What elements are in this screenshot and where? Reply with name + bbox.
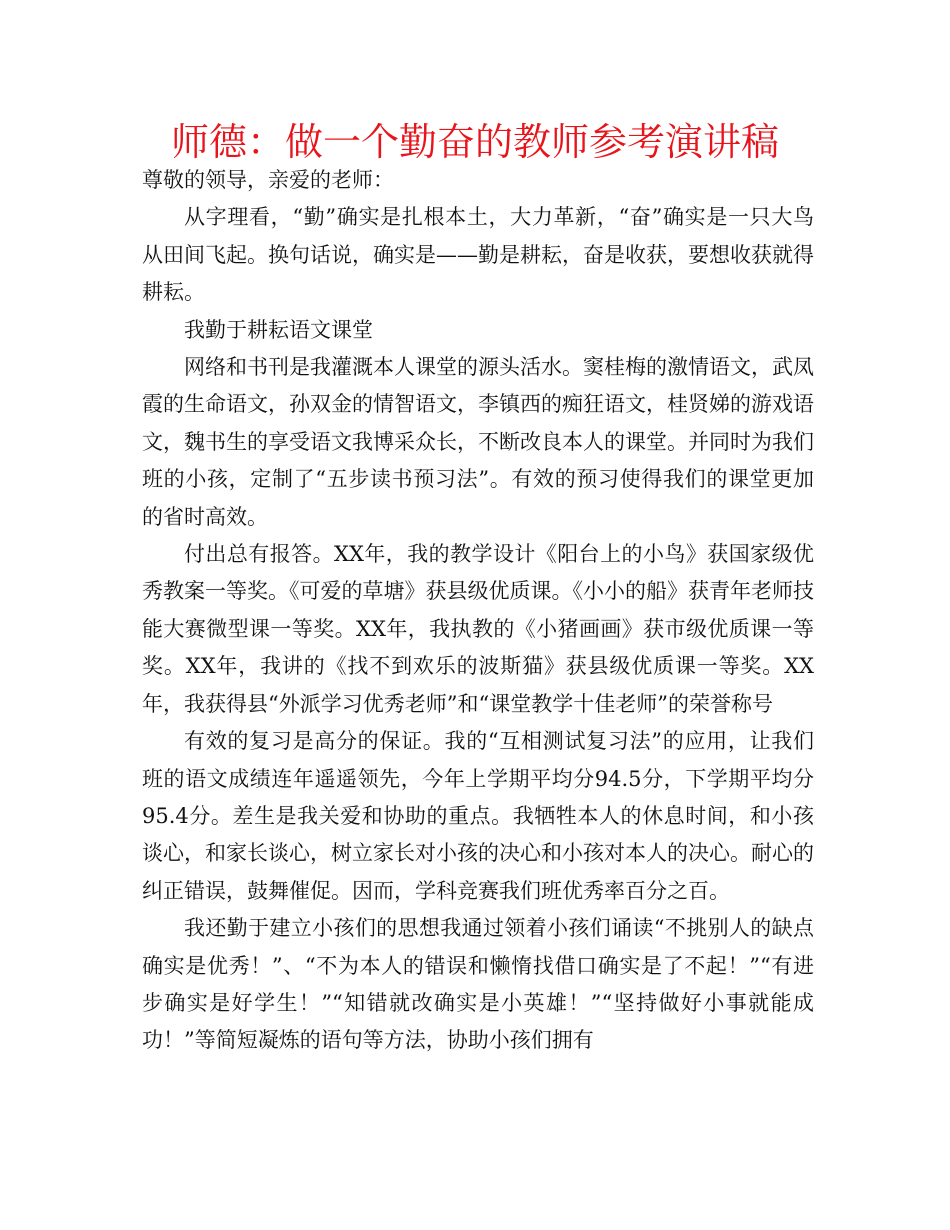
body-paragraph: 我还勤于建立小孩们的思想我通过领着小孩们诵读“不挑别人的缺点确实是优秀！”、“不为本人的错误和懒惰找借口确实是了不起！”“有进步确实是好学生！”“知错就改确实是小英雄！”“坚持做好小事就能成功！”等简短凝炼的语句等方法，协助小孩们拥有 — [142, 916, 814, 1053]
document-body — [142, 162, 814, 1060]
body-paragraph: 网络和书刊是我灌溉本人课堂的源头活水。窦桂梅的激情语文，武凤霞的生命语文，孙双金的情智语文，李镇西的痴狂语文，桂贤娣的游戏语文，魏书生的享受语文我博采众长，不断改良本人的课堂。并同时为我们班的小孩，定制了“五步读书预习法”。有效的预习使得我们的课堂更加的省时高效。 — [142, 355, 814, 529]
document-title: 师德：做一个勤奋的教师参考演讲稿 — [170, 120, 779, 164]
salutation-paragraph: 尊敬的领导，亲爱的老师： — [142, 168, 394, 192]
body-paragraph: 有效的复习是高分的保证。我的“互相测试复习法”的应用，让我们班的语文成绩连年遥遥领先，今年上学期平均分94.5分，下学期平均分95.4分。差生是我关爱和协助的重点。我牺牲本人的休息时间，和小孩谈心，和家长谈心，树立家长对小孩的决心和小孩对本人的决心。耐心的纠正错误，鼓舞催促。因而，学科竞赛我们班优秀率百分之百。 — [142, 729, 814, 903]
section-heading: 我勤于耕耘语文课堂 — [184, 317, 373, 342]
body-paragraph: 从字理看，“勤”确实是扎根本土，大力革新，“奋”确实是一只大鸟从田间飞起。换句话说，确实是——勤是耕耘，奋是收获，要想收获就得耕耘。 — [142, 205, 814, 305]
body-paragraph: 付出总有报答。XX年，我的教学设计《阳台上的小鸟》获国家级优秀教案一等奖。《可爱的草塘》获县级优质课。《小小的船》获青年老师技能大赛微型课一等奖。XX年，我执教的《小猪画画》获市级优质课一等奖。XX年，我讲的《找不到欢乐的波斯猫》获县级优质课一等奖。XX年，我获得县“外派学习优秀老师”和“课堂教学十佳老师”的荣誉称号 — [142, 542, 814, 716]
